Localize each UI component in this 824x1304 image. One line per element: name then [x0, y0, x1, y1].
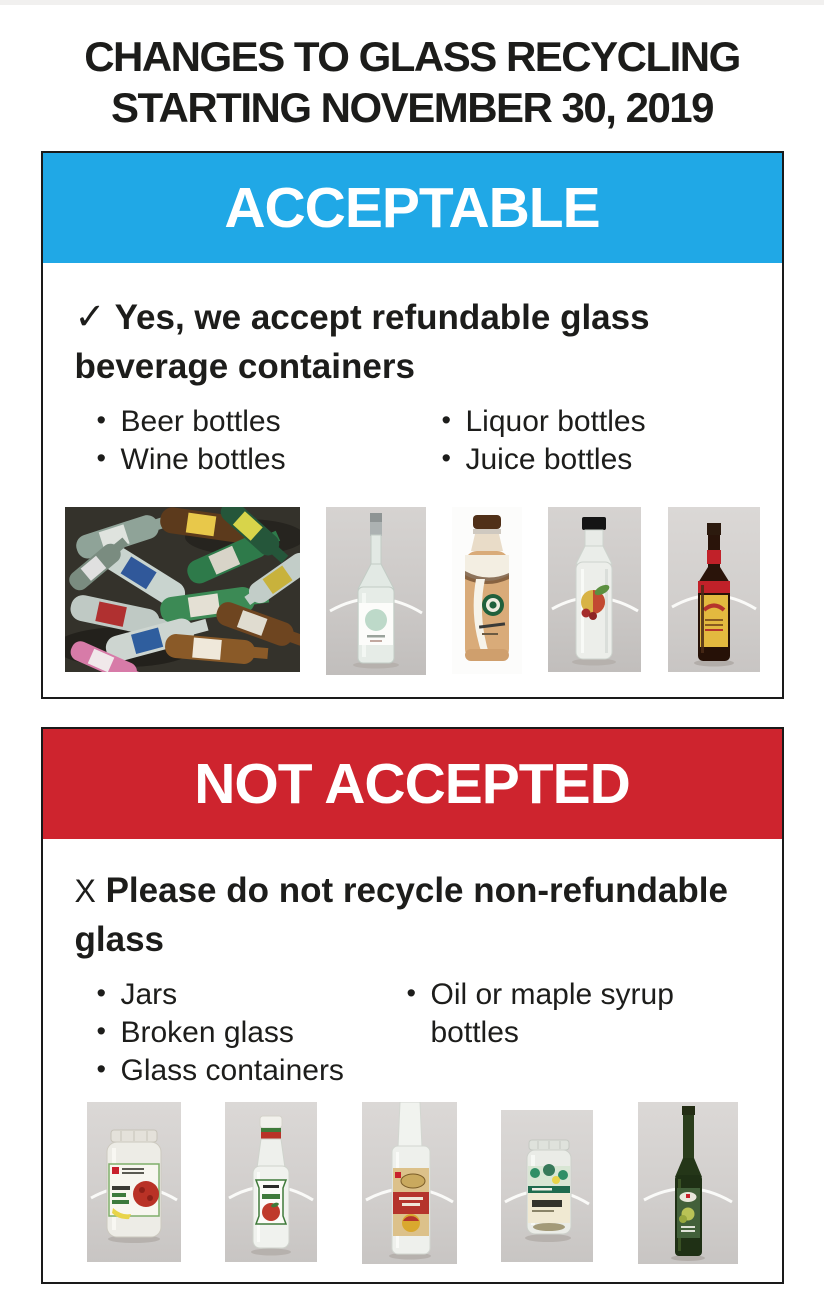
rejected-statement-text: Please do not recycle non-refundable glass [74, 871, 728, 959]
accepted-bullets-left [91, 403, 436, 479]
accepted-photos [65, 507, 760, 675]
top-strip [0, 0, 824, 5]
bullet-icon: • [441, 405, 451, 436]
list-item-label: Wine bottles [120, 443, 286, 477]
check-icon: ✓ [74, 296, 106, 338]
rejected-header: NOT ACCEPTED [43, 729, 782, 839]
list-item-label: Jars [120, 977, 178, 1011]
rejected-photos [87, 1102, 738, 1264]
bullet-icon: • [96, 443, 106, 474]
list-item-label: Liquor bottles [465, 405, 646, 439]
photo-chili-sauce-bottle [225, 1102, 317, 1262]
photo-salsa-jar [87, 1102, 181, 1262]
bullet-icon: • [96, 1054, 106, 1085]
list-item [436, 403, 762, 441]
rejected-body [43, 867, 782, 1264]
accepted-section [41, 151, 784, 699]
accepted-statement [63, 291, 762, 391]
list-item [401, 976, 762, 1052]
page-title [18, 31, 806, 133]
photo-empty-juice-bottle [548, 507, 641, 672]
bullet-icon: • [96, 1015, 106, 1046]
rejected-statement [63, 867, 762, 964]
accepted-statement-text: Yes, we accept refundable glass beverage containers [74, 298, 650, 386]
photo-mixed-glass-bottles-pile [65, 507, 300, 672]
photo-empty-wine-bottle [326, 507, 426, 675]
photo-passata-bottle [362, 1102, 457, 1264]
list-item [91, 1052, 401, 1090]
accepted-bullets-right [436, 403, 762, 479]
photo-vegenaise-jar [501, 1110, 593, 1262]
list-item [91, 441, 436, 479]
photo-olive-oil-bottle [638, 1102, 738, 1264]
list-item [436, 441, 762, 479]
accepted-body [43, 291, 782, 675]
accepted-bullets [63, 403, 762, 479]
list-item-label: Broken glass [120, 1015, 294, 1049]
list-item-label: Glass containers [120, 1054, 344, 1088]
rejected-bullets-right [401, 976, 762, 1090]
photo-frappuccino-bottle [452, 507, 522, 674]
accepted-header: ACCEPTABLE [43, 153, 782, 263]
title-line-2: STARTING NOVEMBER 30, 2019 [110, 84, 714, 132]
rejected-bullets [63, 976, 762, 1090]
rejected-section [41, 727, 784, 1284]
bullet-icon: • [96, 405, 106, 436]
list-item-label: Beer bottles [120, 405, 281, 439]
bullet-icon: • [406, 977, 416, 1008]
list-item [91, 403, 436, 441]
list-item [91, 1014, 401, 1052]
list-item [91, 976, 401, 1014]
list-item-label: Juice bottles [465, 443, 633, 477]
title-line-1: CHANGES TO GLASS RECYCLING [84, 33, 740, 80]
bullet-icon: • [441, 443, 451, 474]
x-icon: X [74, 873, 96, 910]
photo-kahlua-bottle [668, 507, 760, 672]
list-item-label: Oil or maple syrup bottles [430, 977, 674, 1049]
bullet-icon: • [96, 977, 106, 1008]
rejected-bullets-left [91, 976, 401, 1090]
